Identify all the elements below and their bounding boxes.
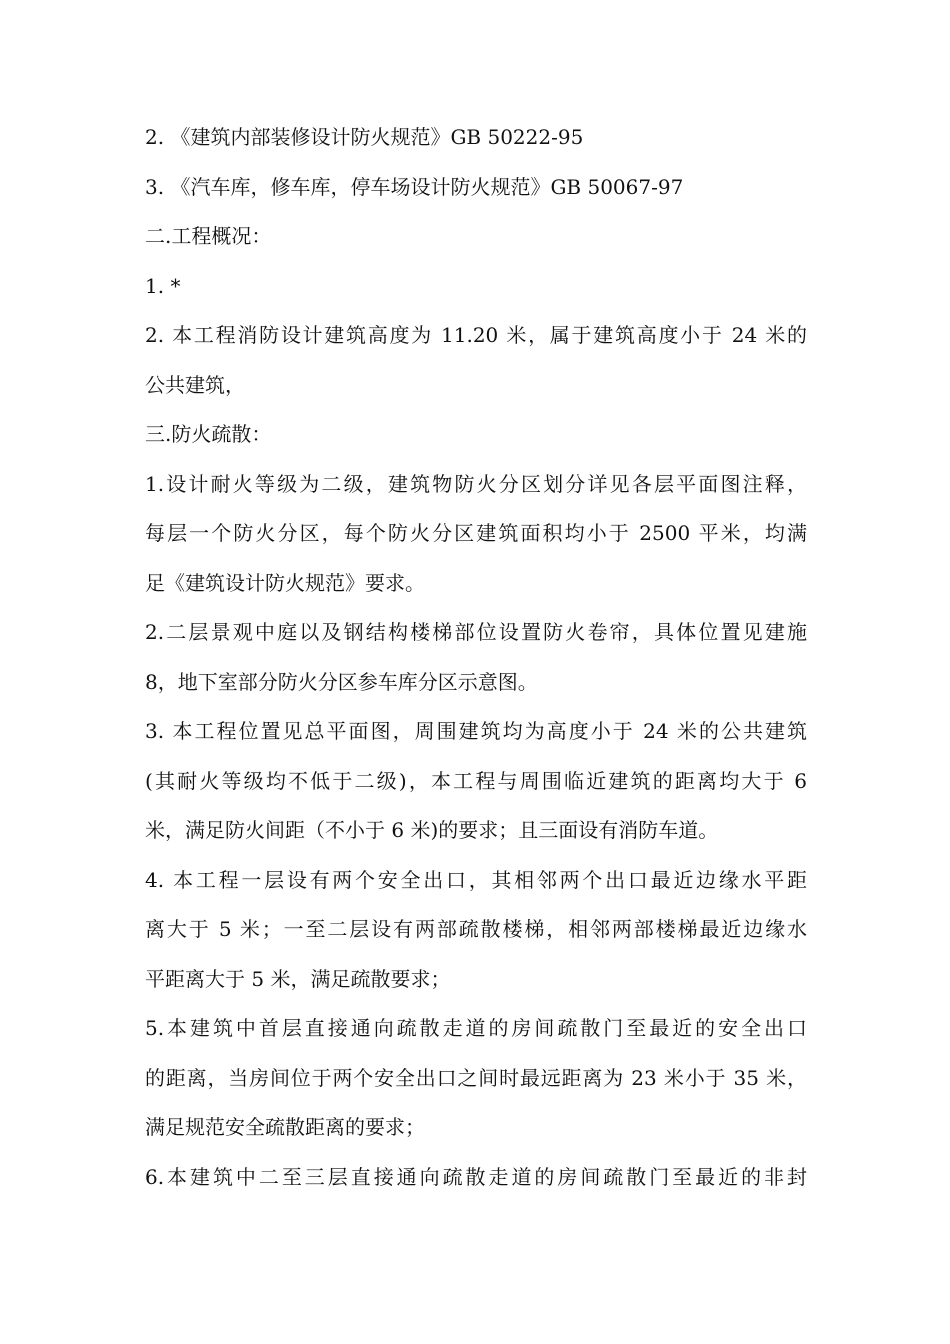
text-line: 2. 《建筑内部装修设计防火规范》GB 50222-95 [145, 125, 584, 149]
text-line: 平距离大于 5 米，满足疏散要求； [145, 966, 451, 991]
text-line: 1. * [145, 273, 181, 298]
text-line: 6.本建筑中二至三层直接通向疏散走道的房间疏散门至最近的非封 [145, 1164, 807, 1189]
text-line: 每层一个防火分区，每个防火分区建筑面积均小于 2500 平米，均满 [145, 521, 807, 545]
section-heading: 三.防火疏散： [145, 422, 272, 446]
text-line: 离大于 5 米；一至二层设有两部疏散楼梯，相邻两部楼梯最近边缘水 [145, 917, 807, 941]
text-line: 4. 本工程一层设有两个安全出口，其相邻两个出口最近边缘水平距 [145, 867, 807, 892]
text-line: 满足规范安全疏散距离的要求； [145, 1115, 425, 1139]
text-line: 8，地下室部分防火分区参车库分区示意图。 [145, 669, 538, 694]
text-line: 3. 本工程位置见总平面图，周围建筑均为高度小于 24 米的公共建筑 [145, 719, 807, 743]
text-line: 2.二层景观中庭以及钢结构楼梯部位设置防火卷帘，具体位置见建施 [145, 620, 807, 644]
text-line: 的距离，当房间位于两个安全出口之间时最远距离为 23 米小于 35 米， [145, 1065, 807, 1090]
text-line: (其耐火等级均不低于二级)，本工程与周围临近建筑的距离均大于 6 [145, 768, 807, 793]
document-body [145, 117, 807, 1206]
text-line: 2. 本工程消防设计建筑高度为 11.20 米，属于建筑高度小于 24 米的 [145, 323, 807, 347]
text-line: 1.设计耐火等级为二级，建筑物防火分区划分详见各层平面图注释， [145, 471, 807, 496]
section-heading: 二.工程概况： [145, 224, 272, 248]
text-line: 公共建筑， [145, 372, 245, 397]
text-line: 3. 《汽车库，修车库，停车场设计防火规范》GB 50067-97 [145, 174, 684, 199]
text-line: 5.本建筑中首层直接通向疏散走道的房间疏散门至最近的安全出口 [145, 1016, 807, 1040]
text-line: 足《建筑设计防火规范》要求。 [145, 570, 425, 595]
text-line: 米，满足防火间距（不小于 6 米)的要求；且三面设有消防车道。 [145, 818, 719, 842]
